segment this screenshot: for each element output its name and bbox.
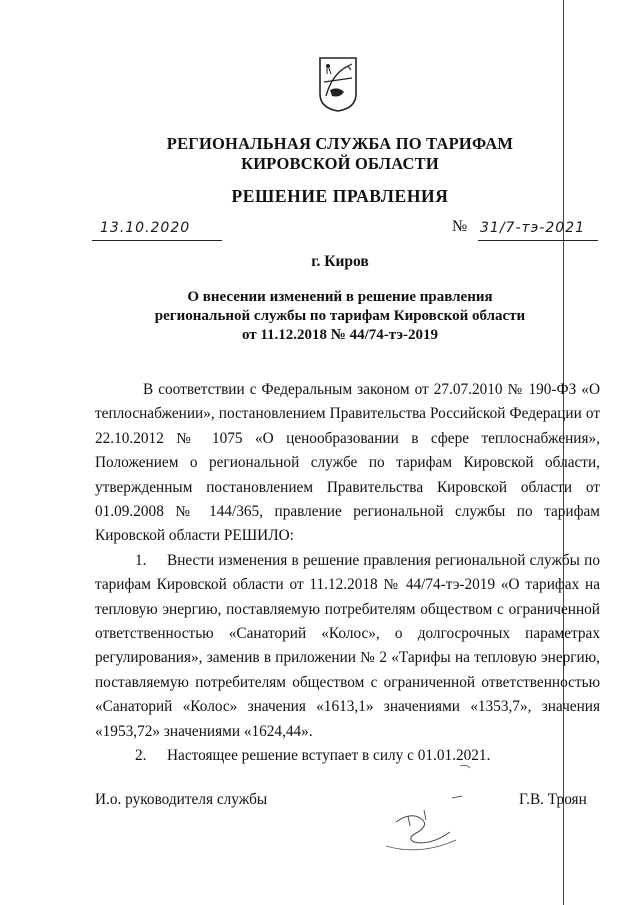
item-number: 2. bbox=[135, 747, 147, 765]
city: г. Киров bbox=[311, 253, 369, 270]
org-name-line1: РЕГИОНАЛЬНАЯ СЛУЖБА ПО ТАРИФАМ bbox=[166, 134, 514, 153]
document-number: 31/7-тэ-2021 bbox=[480, 220, 586, 236]
handwritten-signature bbox=[380, 760, 490, 860]
signatory-name: Г.В. Троян bbox=[519, 791, 587, 808]
document-type-title: РЕШЕНИЕ ПРАВЛЕНИЯ bbox=[231, 186, 449, 206]
document-date: 13.10.2020 bbox=[100, 220, 191, 236]
list-item bbox=[95, 744, 600, 768]
number-underline bbox=[478, 240, 598, 241]
date-underline bbox=[92, 240, 222, 241]
org-name-line2: КИРОВСКОЙ ОБЛАСТИ bbox=[241, 154, 439, 173]
subject-line2: региональной службы по тарифам Кировской области bbox=[154, 308, 526, 324]
item-number: 1. bbox=[135, 551, 147, 569]
subject-line3: от 11.12.2018 № 44/74-тэ-2019 bbox=[241, 327, 439, 343]
intro-paragraph: В соответствии с Федеральным законом от 27.07.2010 № 190-ФЗ «О теплоснабжении», постановлением Правительства Российской Федерации от 22.10.2012 № 1075 «О ценообразовании в сфере теплоснабжения», Положением о региональной службе по тарифам Кировской области, утвержденным постановлением Правительства Кировской области от 01.09.2008 № 144/365, правление региональной службы по тарифам Кировской области РЕШИЛО: bbox=[95, 381, 600, 545]
kirov-coat-of-arms-icon bbox=[318, 56, 358, 112]
body-text bbox=[95, 378, 600, 769]
signatory-role: И.о. руководителя службы bbox=[95, 791, 268, 808]
number-label: № bbox=[452, 218, 468, 235]
item-text: Внести изменения в решение правления региональной службы по тарифам Кировской области от 11.12.2018 № 44/74-тэ-2019 «О тарифах на тепловую энергию, поставляемую потребителям обществом с ограниченной ответственностью «Санаторий «Колос», о долгосрочных параметрах регулирования», заменив в приложении № 2 «Тарифы на тепловую энергию, поставляемую потребителям обществом с ограниченной ответственностью «Санаторий «Колос» значения «1613,1» значениями «1353,7», значения «1953,72» значениями «1624,44». bbox=[95, 551, 600, 740]
subject-line1: О внесении изменений в решение правления bbox=[187, 289, 493, 305]
item-text: Настоящее решение вступает в силу с 01.01.2021. bbox=[167, 747, 491, 765]
list-item bbox=[95, 549, 600, 744]
